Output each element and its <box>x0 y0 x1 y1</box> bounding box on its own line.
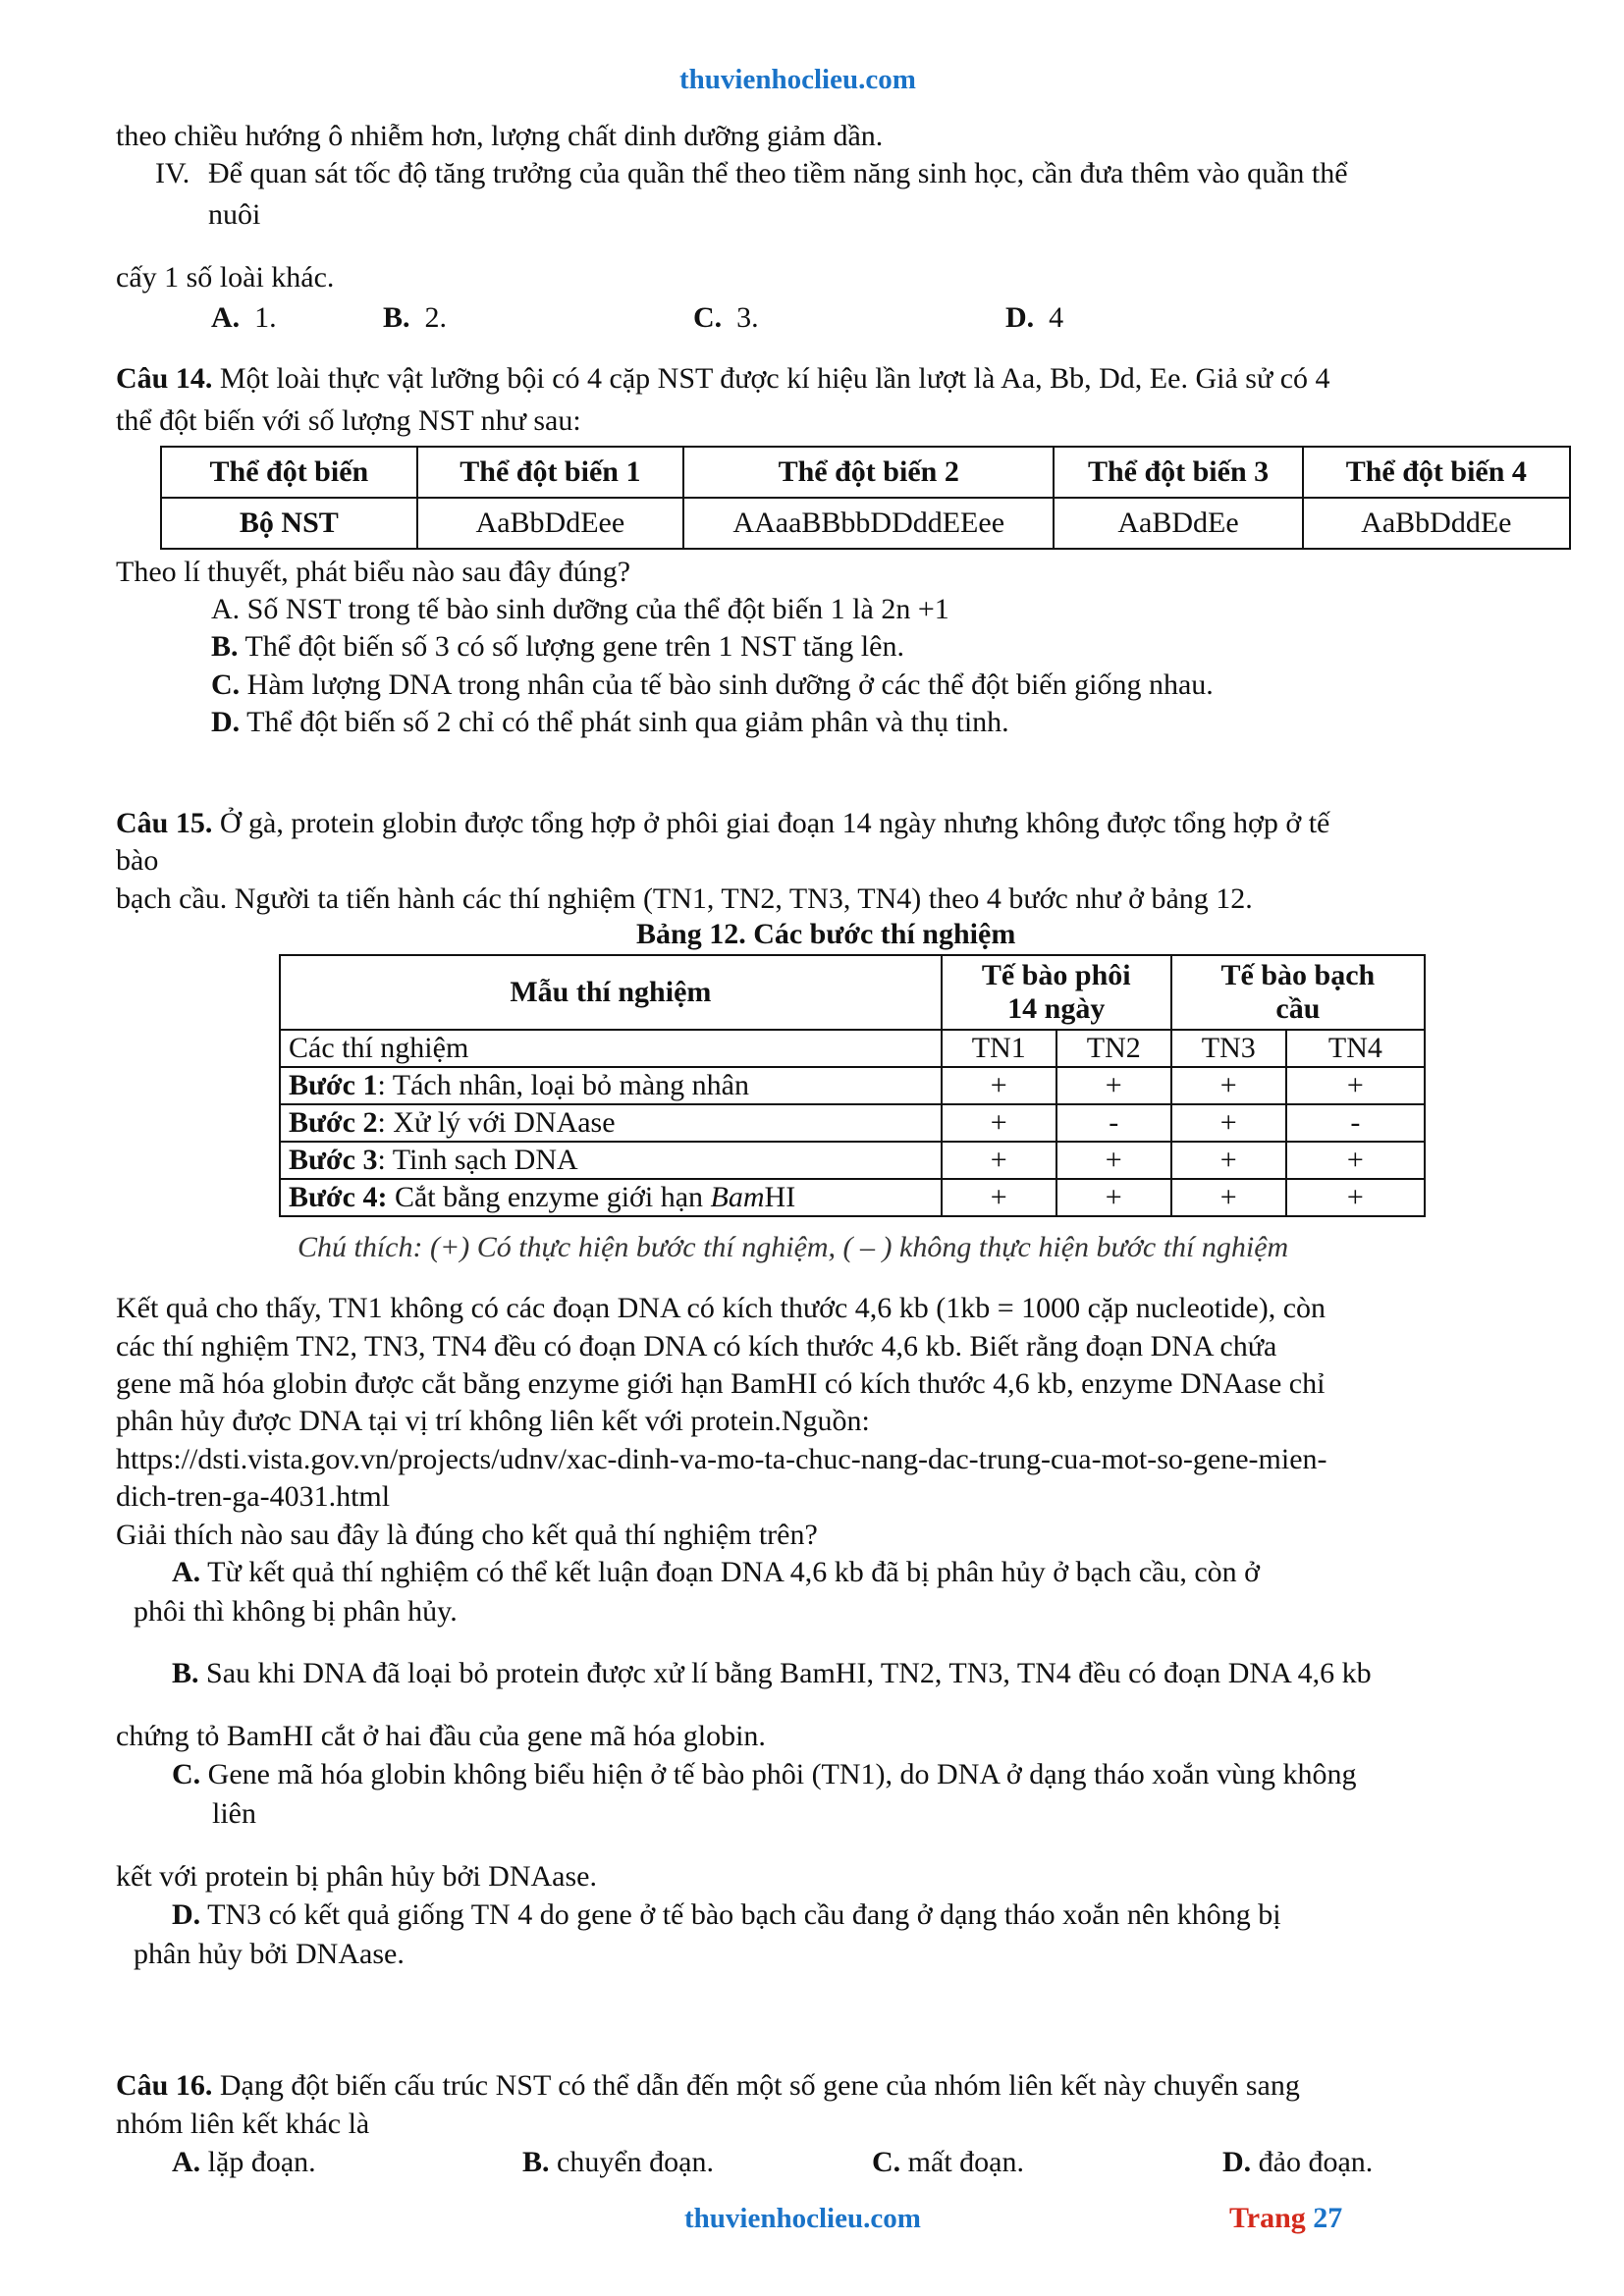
header-site[interactable]: thuvienhoclieu.com <box>679 64 916 95</box>
statement-iv-cont: nuôi <box>208 198 261 231</box>
q15-text-line2: bạch cầu. Người ta tiến hành các thí nghiệm (TN1, TN2, TN3, TN4) theo 4 bước như ở bảng 12. <box>116 882 1253 915</box>
q15-option-a-cont: phôi thì không bị phân hủy. <box>134 1595 458 1628</box>
q15-mark-cell: + <box>1056 1067 1171 1104</box>
q14-table-header-row <box>161 447 1570 498</box>
q15-mark-cell: + <box>1286 1142 1425 1179</box>
q16-option-a[interactable]: A. lặp đoạn. <box>172 2146 316 2178</box>
q16-option-b[interactable]: B. chuyển đoạn. <box>522 2146 714 2178</box>
q16-text-line2: nhóm liên kết khác là <box>116 2108 370 2140</box>
q15-mark-cell: + <box>1171 1179 1286 1216</box>
intro-option-c[interactable]: C. 3. <box>693 301 759 334</box>
q14-option-a[interactable]: A. Số NST trong tế bào sinh dưỡng của thể đột biến 1 là 2n +1 <box>211 593 949 625</box>
q15-question: Giải thích nào sau đây là đúng cho kết quả thí nghiệm trên? <box>116 1519 818 1551</box>
q14-text-line1: Câu 14. Một loài thực vật lưỡng bội có 4 cặp NST được kí hiệu lần lượt là Aa, Bb, Dd, Ee. Giả sử có 4 <box>116 362 1330 395</box>
q15-step-label: Bước 3: Tinh sạch DNA <box>280 1142 942 1179</box>
q14-header-cell: Thể đột biến 3 <box>1054 447 1302 498</box>
q14-option-d[interactable]: D. Thể đột biến số 2 chỉ có thể phát sinh qua giảm phân và thụ tinh. <box>211 706 1009 738</box>
q15-mark-cell: + <box>1286 1067 1425 1104</box>
q15-mark-cell: - <box>1056 1104 1171 1142</box>
q14-header-cell: Thể đột biến 4 <box>1303 447 1570 498</box>
intro-option-d[interactable]: D. 4 <box>1005 301 1064 334</box>
q15-mark-cell: + <box>1286 1179 1425 1216</box>
q15-mark-cell: + <box>942 1142 1056 1179</box>
q15-embryo-header: Tế bào phôi 14 ngày <box>942 955 1171 1030</box>
q15-step-label: Bước 1: Tách nhân, loại bỏ màng nhân <box>280 1067 942 1104</box>
q15-source-link[interactable]: https://dsti.vista.gov.vn/projects/udnv/xac-dinh-va-mo-ta-chuc-nang-dac-trung-cua-mot-so-gene-mien- <box>116 1443 1327 1475</box>
q15-option-a[interactable]: A. Từ kết quả thí nghiệm có thể kết luận đoạn DNA 4,6 kb đã bị phân hủy ở bạch cầu, còn ở <box>172 1556 1261 1588</box>
q14-question: Theo lí thuyết, phát biểu nào sau đây đúng? <box>116 556 631 588</box>
q14-row-label: Bộ NST <box>161 498 417 549</box>
q15-experiment-table <box>279 954 1426 1217</box>
intro-option-b[interactable]: B. 2. <box>383 301 448 334</box>
q15-option-c-cont: liên <box>212 1797 256 1830</box>
q15-result-line: phân hủy được DNA tại vị trí không liên kết với protein.Nguồn: <box>116 1405 870 1437</box>
q15-sample-header: Mẫu thí nghiệm <box>280 955 942 1030</box>
q15-mark-cell: + <box>1171 1104 1286 1142</box>
q14-header-cell: Thể đột biến 1 <box>417 447 683 498</box>
q15-exp-label: Các thí nghiệm <box>280 1030 942 1067</box>
q15-option-c[interactable]: C. Gene mã hóa globin không biểu hiện ở tế bào phôi (TN1), do DNA ở dạng tháo xoắn vùng không <box>172 1758 1357 1790</box>
q15-exp-cell: TN1 <box>942 1030 1056 1067</box>
q14-text-line2: thể đột biến với số lượng NST như sau: <box>116 404 581 437</box>
q15-mark-cell: + <box>942 1067 1056 1104</box>
q15-step-row <box>280 1142 1425 1179</box>
q15-table-exp-row <box>280 1030 1425 1067</box>
q16-label: Câu 16. <box>116 2069 213 2102</box>
q14-table-row <box>161 498 1570 549</box>
q14-mutant-table <box>160 446 1571 550</box>
q14-option-b[interactable]: B. Thể đột biến số 3 có số lượng gene trên 1 NST tăng lên. <box>211 630 904 663</box>
q15-result-line: Kết quả cho thấy, TN1 không có các đoạn DNA có kích thước 4,6 kb (1kb = 1000 cặp nucleotide), còn <box>116 1292 1326 1324</box>
q15-step-label: Bước 2: Xử lý với DNAase <box>280 1104 942 1142</box>
q15-wbc-header: Tế bào bạch cầu <box>1171 955 1425 1030</box>
intro-line-end: cấy 1 số loài khác. <box>116 261 335 294</box>
q15-mark-cell: + <box>1056 1179 1171 1216</box>
q14-header-cell: Thể đột biến 2 <box>683 447 1054 498</box>
q15-option-d-cont: phân hủy bởi DNAase. <box>134 1938 405 1970</box>
statement-iv-number: IV. <box>155 157 190 189</box>
q15-exp-cell: TN4 <box>1286 1030 1425 1067</box>
q16-text-line1: Câu 16. Dạng đột biến cấu trúc NST có thể dẫn đến một số gene của nhóm liên kết này chuyển sang <box>116 2069 1300 2102</box>
q15-option-d[interactable]: D. TN3 có kết quả giống TN 4 do gene ở tế bào bạch cầu đang ở dạng tháo xoắn nên không bị <box>172 1898 1281 1931</box>
q15-table-title: Bảng 12. Các bước thí nghiệm <box>636 918 1016 950</box>
page-number: Trang 27 <box>1229 2202 1343 2234</box>
q16-option-c[interactable]: C. mất đoạn. <box>872 2146 1024 2178</box>
q14-cell: AaBDdEe <box>1054 498 1302 549</box>
footer-site[interactable]: thuvienhoclieu.com <box>684 2203 921 2234</box>
q15-text-line1b: bào <box>116 844 159 877</box>
q15-table-header-row <box>280 955 1425 1030</box>
q15-mark-cell: + <box>1171 1142 1286 1179</box>
q15-exp-cell: TN2 <box>1056 1030 1171 1067</box>
q15-step-row <box>280 1179 1425 1216</box>
q15-mark-cell: + <box>1171 1067 1286 1104</box>
q16-option-d[interactable]: D. đảo đoạn. <box>1222 2146 1374 2178</box>
q14-cell: AaBbDddEe <box>1303 498 1570 549</box>
q15-step-label: Bước 4: Cắt bằng enzyme giới hạn BamHI <box>280 1179 942 1216</box>
q14-label: Câu 14. <box>116 362 213 395</box>
q15-option-c-cont: kết với protein bị phân hủy bởi DNAase. <box>116 1860 597 1893</box>
q15-result-line: gene mã hóa globin được cắt bằng enzyme giới hạn BamHI có kích thước 4,6 kb, enzyme DNAase chỉ <box>116 1367 1326 1400</box>
q15-result-line: các thí nghiệm TN2, TN3, TN4 đều có đoạn DNA có kích thước 4,6 kb. Biết rằng đoạn DNA chứa <box>116 1330 1277 1362</box>
q15-mark-cell: + <box>1056 1142 1171 1179</box>
q15-source-link[interactable]: dich-tren-ga-4031.html <box>116 1480 391 1513</box>
statement-iv-text: Để quan sát tốc độ tăng trưởng của quần thể theo tiềm năng sinh học, cần đưa thêm vào quần thể <box>208 157 1348 189</box>
q14-cell: AaBbDdEee <box>417 498 683 549</box>
q15-table-note: Chú thích: (+) Có thực hiện bước thí nghiệm, ( – ) không thực hiện bước thí nghiệm <box>298 1231 1289 1263</box>
q15-step-row <box>280 1067 1425 1104</box>
q15-text-line1: Câu 15. Ở gà, protein globin được tổng hợp ở phôi giai đoạn 14 ngày nhưng không được tổng hợp ở tế <box>116 807 1330 839</box>
q15-exp-cell: TN3 <box>1171 1030 1286 1067</box>
intro-option-a[interactable]: A. 1. <box>211 301 277 334</box>
q14-option-c[interactable]: C. Hàm lượng DNA trong nhân của tế bào sinh dưỡng ở các thể đột biến giống nhau. <box>211 668 1214 701</box>
q14-header-cell: Thể đột biến <box>161 447 417 498</box>
q15-mark-cell: - <box>1286 1104 1425 1142</box>
q15-mark-cell: + <box>942 1104 1056 1142</box>
q15-label: Câu 15. <box>116 807 213 839</box>
q15-mark-cell: + <box>942 1179 1056 1216</box>
q15-step-row <box>280 1104 1425 1142</box>
q14-cell: AAaaBBbbDDddEEee <box>683 498 1054 549</box>
intro-line: theo chiều hướng ô nhiễm hơn, lượng chất dinh dưỡng giảm dần. <box>116 120 884 152</box>
q15-option-b-cont: chứng tỏ BamHI cắt ở hai đầu của gene mã hóa globin. <box>116 1720 766 1752</box>
q15-option-b[interactable]: B. Sau khi DNA đã loại bỏ protein được xử lí bằng BamHI, TN2, TN3, TN4 đều có đoạn DNA 4,6 kb <box>172 1657 1372 1689</box>
